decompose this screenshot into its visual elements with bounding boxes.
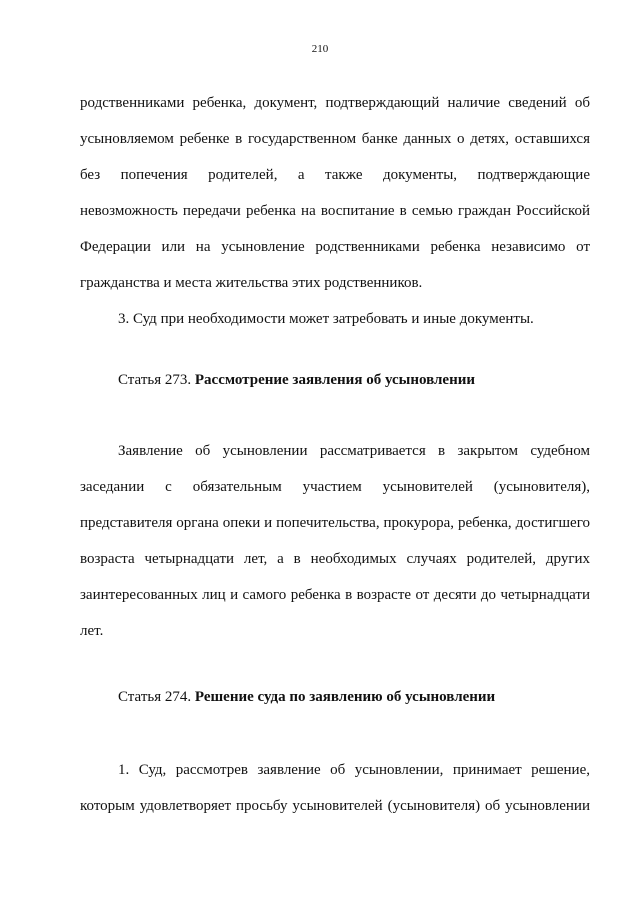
text-line: заинтересованных лиц и самого ребенка в возрасте от десяти до четырнадцати [80,587,590,603]
article-273-label: Статья 273. [118,372,195,388]
text-line: лет. [80,623,104,639]
article-274-heading [118,687,495,707]
article-273-body [80,433,590,649]
text-line: гражданства и места жительства этих родственников. [80,275,423,291]
text-line: представителя органа опеки и попечительства, прокурора, ребенка, достигшего [80,515,590,531]
article-274-label: Статья 274. [118,689,195,705]
text-line: возраста четырнадцати лет, а в необходимых случаях родителей, других [80,551,590,567]
text-line: которым удовлетворяет просьбу усыновителей (усыновителя) об усыновлении [80,798,590,814]
text-line: родственниками ребенка, документ, подтверждающий наличие сведений об [80,95,590,111]
article-274-body [80,752,590,824]
paragraph-item-3: 3. Суд при необходимости может затребовать и иные документы. [118,311,534,327]
text-line: 1. Суд, рассмотрев заявление об усыновлении, принимает решение, [118,762,590,778]
text-line: Федерации или на усыновление родственниками ребенка независимо от [80,239,590,255]
article-273-heading [118,370,475,390]
text-line: Заявление об усыновлении рассматривается в закрытом судебном [118,443,590,459]
text-line: невозможность передачи ребенка на воспитание в семью граждан Российской [80,203,590,219]
article-274-title: Решение суда по заявлению об усыновлении [194,689,496,705]
paragraph-continuation [80,85,590,337]
text-line: без попечения родителей, а также документы, подтверждающие [80,167,590,183]
text-line: усыновляемом ребенке в государственном банке данных о детях, оставшихся [80,131,590,147]
article-273-title: Рассмотрение заявления об усыновлении [194,372,476,388]
page-number: 210 [311,43,329,55]
text-line: заседании с обязательным участием усыновителей (усыновителя), [80,479,590,495]
